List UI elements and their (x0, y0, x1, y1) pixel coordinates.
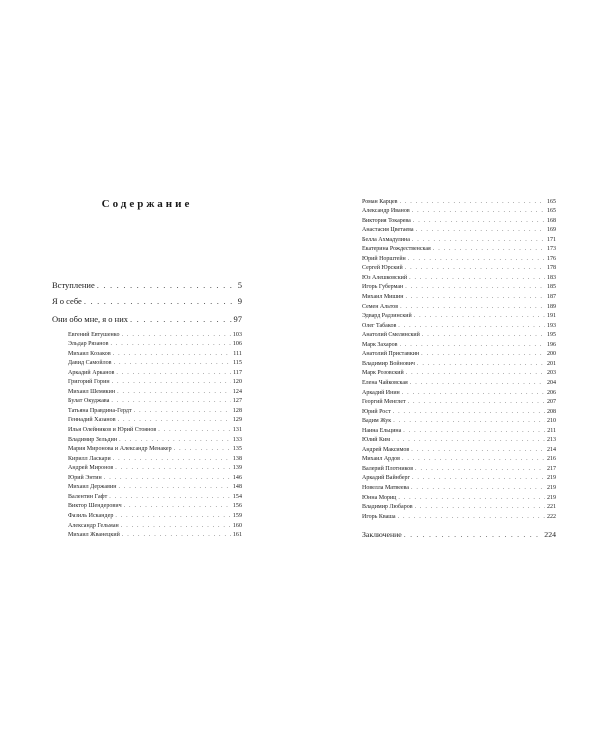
entry-page-number: 129 (232, 417, 242, 424)
entry-page-number: 224 (544, 530, 556, 539)
toc-entry (362, 495, 556, 501)
entry-page-number: 135 (232, 446, 242, 453)
dot-leader (119, 437, 231, 443)
dot-leader (124, 503, 231, 509)
entry-page-number: 133 (232, 436, 242, 443)
entry-title: Вадим Жук (362, 418, 392, 425)
toc-entry (68, 532, 242, 538)
entry-title: Владимир Зельдин (68, 436, 118, 443)
dot-leader (433, 246, 545, 252)
dot-leader (122, 532, 231, 538)
dot-leader (398, 514, 545, 520)
dot-leader (405, 265, 545, 271)
entry-page-number: 148 (232, 484, 242, 491)
dot-leader (411, 485, 545, 491)
entry-title: Юрий Рост (362, 408, 391, 415)
entry-page-number: 183 (547, 274, 556, 281)
dot-leader (400, 199, 546, 205)
entry-title: Александр Гельман (68, 522, 119, 529)
entry-page-number: 106 (232, 341, 242, 348)
dot-leader (400, 304, 545, 310)
toc-entry (362, 218, 556, 224)
entry-page-number: 219 (547, 494, 556, 501)
entry-title: Юнна Мориц (362, 494, 397, 501)
dot-leader (111, 398, 230, 404)
dot-leader (415, 466, 545, 472)
toc-entry (362, 275, 556, 281)
entry-title: Владимир Войнович (362, 360, 415, 367)
entry-page-number: 165 (547, 198, 556, 205)
toc-entry (68, 465, 242, 471)
entry-title: Они обо мне, я о них (52, 314, 129, 324)
entry-title: Юлий Ким (362, 437, 391, 444)
entry-title: Андрей Миронов (68, 465, 114, 472)
entry-title: Роман Карцев (362, 198, 398, 205)
dot-leader (117, 389, 231, 395)
entry-page-number: 213 (547, 437, 556, 444)
toc-entry (68, 503, 242, 509)
toc-entry (68, 351, 242, 357)
entry-page-number: 196 (547, 341, 556, 348)
dot-leader (410, 380, 545, 386)
toc-entry (68, 484, 242, 490)
toc-entry (362, 284, 556, 290)
main-toc-entry (362, 531, 556, 539)
entry-page-number: 138 (232, 455, 242, 462)
toc-entry (362, 208, 556, 214)
dot-leader (113, 456, 231, 462)
toc-entry (362, 199, 556, 205)
entry-page-number: 124 (232, 388, 242, 395)
entry-title: Михаил Шемякин (68, 388, 116, 395)
entry-title: Татьяна Правдина-Гердт (68, 407, 132, 414)
entry-title: Михаил Ардов (362, 456, 400, 463)
entry-page-number: 103 (232, 331, 242, 338)
toc-entry (362, 390, 556, 396)
toc-entry (68, 456, 242, 462)
entry-page-number: 187 (547, 294, 556, 300)
entry-page-number: 185 (547, 284, 556, 291)
entry-title: Игорь Губерман (362, 284, 404, 291)
entry-title: Давид Самойлов (68, 360, 112, 367)
entry-page-number: 115 (233, 360, 242, 367)
entry-title: Валерий Плотников (362, 465, 414, 472)
entry-page-number: 111 (233, 350, 242, 357)
dot-leader (404, 531, 543, 539)
toc-entry (362, 456, 556, 462)
toc-entry (362, 475, 556, 481)
entry-title: Анатолий Смелянский (362, 332, 420, 339)
toc-entry (362, 351, 556, 357)
entry-title: Олег Табаков (362, 322, 397, 329)
dot-leader (398, 495, 545, 501)
entry-title: Игорь Кваша (362, 513, 396, 520)
dot-leader (412, 208, 545, 214)
dot-leader (411, 447, 545, 453)
entry-page-number: 201 (547, 360, 556, 367)
toc-entry (362, 399, 556, 405)
entry-page-number: 195 (547, 332, 556, 339)
entry-title: Виктор Шендерович (68, 503, 122, 510)
entry-title: Семен Альтов (362, 303, 399, 310)
entry-title: Юрий Норштейн (362, 255, 406, 262)
entry-page-number: 211 (547, 427, 556, 434)
dot-leader (400, 342, 546, 348)
entry-page-number: 97 (233, 314, 242, 324)
toc-entry (362, 437, 556, 443)
entry-page-number: 154 (232, 493, 242, 500)
entry-page-number: 169 (547, 227, 556, 234)
entry-title: Виктория Токарева (362, 217, 411, 224)
dot-leader (408, 256, 545, 262)
dot-leader (174, 446, 231, 452)
dot-leader (417, 361, 545, 367)
toc-entry (68, 370, 242, 376)
dot-leader (403, 428, 545, 434)
entry-title: Евгений Евтушенко (68, 331, 120, 338)
toc-entry (362, 227, 556, 233)
dot-leader (114, 360, 232, 366)
dot-leader (421, 351, 545, 357)
entry-title: Фазиль Искандер (68, 512, 114, 519)
toc-entry (68, 446, 242, 452)
entry-page-number: 146 (232, 474, 242, 481)
toc-entry (362, 466, 556, 472)
entry-page-number: 173 (547, 246, 556, 253)
dot-leader (412, 237, 545, 243)
entry-title: Михаил Козаков (68, 350, 111, 357)
toc-heading: Содержание (101, 198, 193, 210)
dot-leader (104, 475, 231, 481)
toc-entry (362, 313, 556, 319)
dot-leader (412, 475, 545, 481)
toc-entry (362, 380, 556, 386)
toc-entry (68, 513, 242, 519)
dot-leader (121, 523, 231, 529)
entry-title: Екатерина Рождественская (362, 246, 431, 253)
entry-page-number: 206 (547, 389, 556, 396)
dot-leader (130, 315, 231, 324)
toc-entry (68, 379, 242, 385)
dot-leader (405, 284, 545, 290)
toc-entry (68, 417, 242, 423)
dot-leader (97, 281, 236, 290)
entry-page-number: 208 (547, 408, 556, 415)
entry-title: Михаил Жванецкий (68, 532, 120, 539)
entry-page-number: 217 (547, 465, 556, 472)
toc-entry (362, 514, 556, 520)
entry-page-number: 160 (232, 522, 242, 529)
entry-page-number: 171 (547, 236, 556, 243)
dot-leader (392, 437, 545, 443)
toc-entry (362, 428, 556, 434)
dot-leader (115, 513, 230, 519)
entry-title: Сергей Юрский (362, 265, 403, 272)
entry-title: Аркадий Вайнберг (362, 475, 410, 482)
entry-title: Валентин Гафт (68, 493, 108, 500)
entry-title: Михаил Мишин (362, 294, 404, 300)
entry-page-number: 5 (237, 280, 242, 290)
entry-page-number: 9 (237, 296, 242, 306)
entry-page-number: 219 (547, 485, 556, 491)
entry-title: Мария Миронова и Александр Менакер (68, 446, 172, 453)
dot-leader (402, 390, 545, 396)
toc-entry (362, 370, 556, 376)
dot-leader (158, 427, 231, 433)
dot-leader (393, 418, 545, 424)
toc-entry (68, 408, 242, 414)
entry-title: Наина Ельцина (362, 427, 402, 434)
dot-leader (115, 465, 231, 471)
dot-leader (113, 351, 232, 357)
entry-page-number: 207 (547, 399, 556, 406)
main-toc-entry (52, 315, 242, 324)
entry-title: Андрей Максимов (362, 446, 410, 453)
entry-page-number: 178 (547, 265, 556, 272)
entry-title: Юз Алешковский (362, 274, 408, 281)
entry-page-number: 165 (547, 208, 556, 215)
toc-entry (68, 475, 242, 481)
dot-leader (112, 379, 231, 385)
entry-page-number: 139 (232, 465, 242, 472)
entry-title: Александр Иванов (362, 208, 410, 215)
entry-title: Илья Олейников и Юрий Стоянов (68, 427, 157, 433)
entry-page-number: 176 (547, 255, 556, 262)
entry-title: Я о себе (52, 296, 82, 306)
dot-leader (408, 399, 545, 405)
toc-entry (362, 265, 556, 271)
entry-title: Эльдар Рязанов (68, 341, 109, 348)
entry-page-number: 189 (547, 303, 556, 310)
toc-entry (362, 504, 556, 510)
entry-title: Аркадий Инин (362, 389, 400, 396)
entry-title: Геннадий Хазанов (68, 417, 116, 424)
toc-entry (362, 294, 556, 300)
toc-entry (362, 323, 556, 329)
toc-entry (362, 361, 556, 367)
entry-title: Михаил Державин (68, 484, 117, 491)
main-toc-entry (52, 297, 242, 306)
entry-page-number: 193 (547, 322, 556, 329)
entry-title: Белла Ахмадулина (362, 236, 410, 243)
toc-entry (362, 246, 556, 252)
dot-leader (84, 297, 236, 306)
dot-leader (118, 417, 231, 423)
dot-leader (116, 370, 231, 376)
dot-leader (402, 456, 545, 462)
entry-title: Анастасия Цветаева (362, 227, 414, 234)
toc-entry (68, 494, 242, 500)
entry-page-number: 120 (232, 379, 242, 386)
dot-leader (110, 341, 230, 347)
entry-title: Георгий Менглет (362, 399, 406, 406)
entry-page-number: 222 (547, 513, 556, 520)
toc-entry (362, 342, 556, 348)
toc-entry (68, 389, 242, 395)
entry-page-number: 161 (232, 532, 242, 539)
dot-leader (118, 484, 230, 490)
entry-page-number: 214 (547, 446, 556, 453)
toc-entry (362, 256, 556, 262)
entry-page-number: 191 (547, 313, 556, 320)
toc-entry (68, 341, 242, 347)
dot-leader (416, 227, 545, 233)
entry-page-number: 203 (547, 370, 556, 377)
toc-entry (68, 437, 242, 443)
entry-title: Анатолий Приставкин (362, 351, 420, 358)
entry-page-number: 219 (547, 475, 556, 482)
toc-entry (362, 418, 556, 424)
toc-entry (68, 332, 242, 338)
toc-entry (362, 447, 556, 453)
dot-leader (406, 370, 545, 376)
entry-title: Кирилл Ласкари (68, 455, 111, 462)
entry-page-number: 117 (233, 369, 242, 376)
entry-title: Новелла Матвеева (362, 485, 409, 491)
toc-entry (362, 304, 556, 310)
entry-page-number: 210 (547, 418, 556, 425)
entry-title: Заключение (362, 530, 402, 539)
toc-entry (362, 485, 556, 491)
entry-title: Григорий Горин (68, 379, 110, 386)
dot-leader (409, 275, 545, 281)
entry-page-number: 128 (232, 407, 242, 414)
toc-entry (68, 398, 242, 404)
toc-entry (362, 409, 556, 415)
entry-page-number: 168 (547, 217, 556, 224)
toc-entry (68, 427, 242, 433)
dot-leader (109, 494, 231, 500)
entry-page-number: 131 (232, 427, 242, 433)
dot-leader (398, 323, 545, 329)
dot-leader (414, 313, 545, 319)
entry-title: Владимир Любаров (362, 504, 413, 511)
entry-page-number: 159 (232, 512, 242, 519)
entry-title: Юрий Энтин (68, 474, 102, 481)
entry-title: Булат Окуджава (68, 398, 110, 405)
dot-leader (415, 504, 545, 510)
entry-title: Марк Захаров (362, 341, 398, 348)
entry-title: Вступление (52, 280, 95, 290)
entry-title: Аркадий Арканов (68, 369, 115, 376)
entry-page-number: 216 (547, 456, 556, 463)
dot-leader (413, 218, 545, 224)
entry-page-number: 204 (547, 379, 556, 386)
entry-page-number: 200 (547, 351, 556, 358)
entry-page-number: 127 (232, 398, 242, 405)
dot-leader (122, 332, 231, 338)
main-toc-entry (52, 281, 242, 290)
toc-entry (362, 332, 556, 338)
dot-leader (422, 332, 545, 338)
toc-entry (68, 360, 242, 366)
entry-title: Елена Чайковская (362, 379, 408, 386)
dot-leader (134, 408, 231, 414)
entry-page-number: 221 (547, 504, 556, 511)
toc-entry (362, 237, 556, 243)
dot-leader (393, 409, 545, 415)
entry-title: Марк Розовский (362, 370, 404, 377)
dot-leader (405, 294, 545, 300)
entry-page-number: 156 (232, 503, 242, 510)
toc-entry (68, 523, 242, 529)
entry-title: Эдвард Радзинский (362, 313, 412, 320)
